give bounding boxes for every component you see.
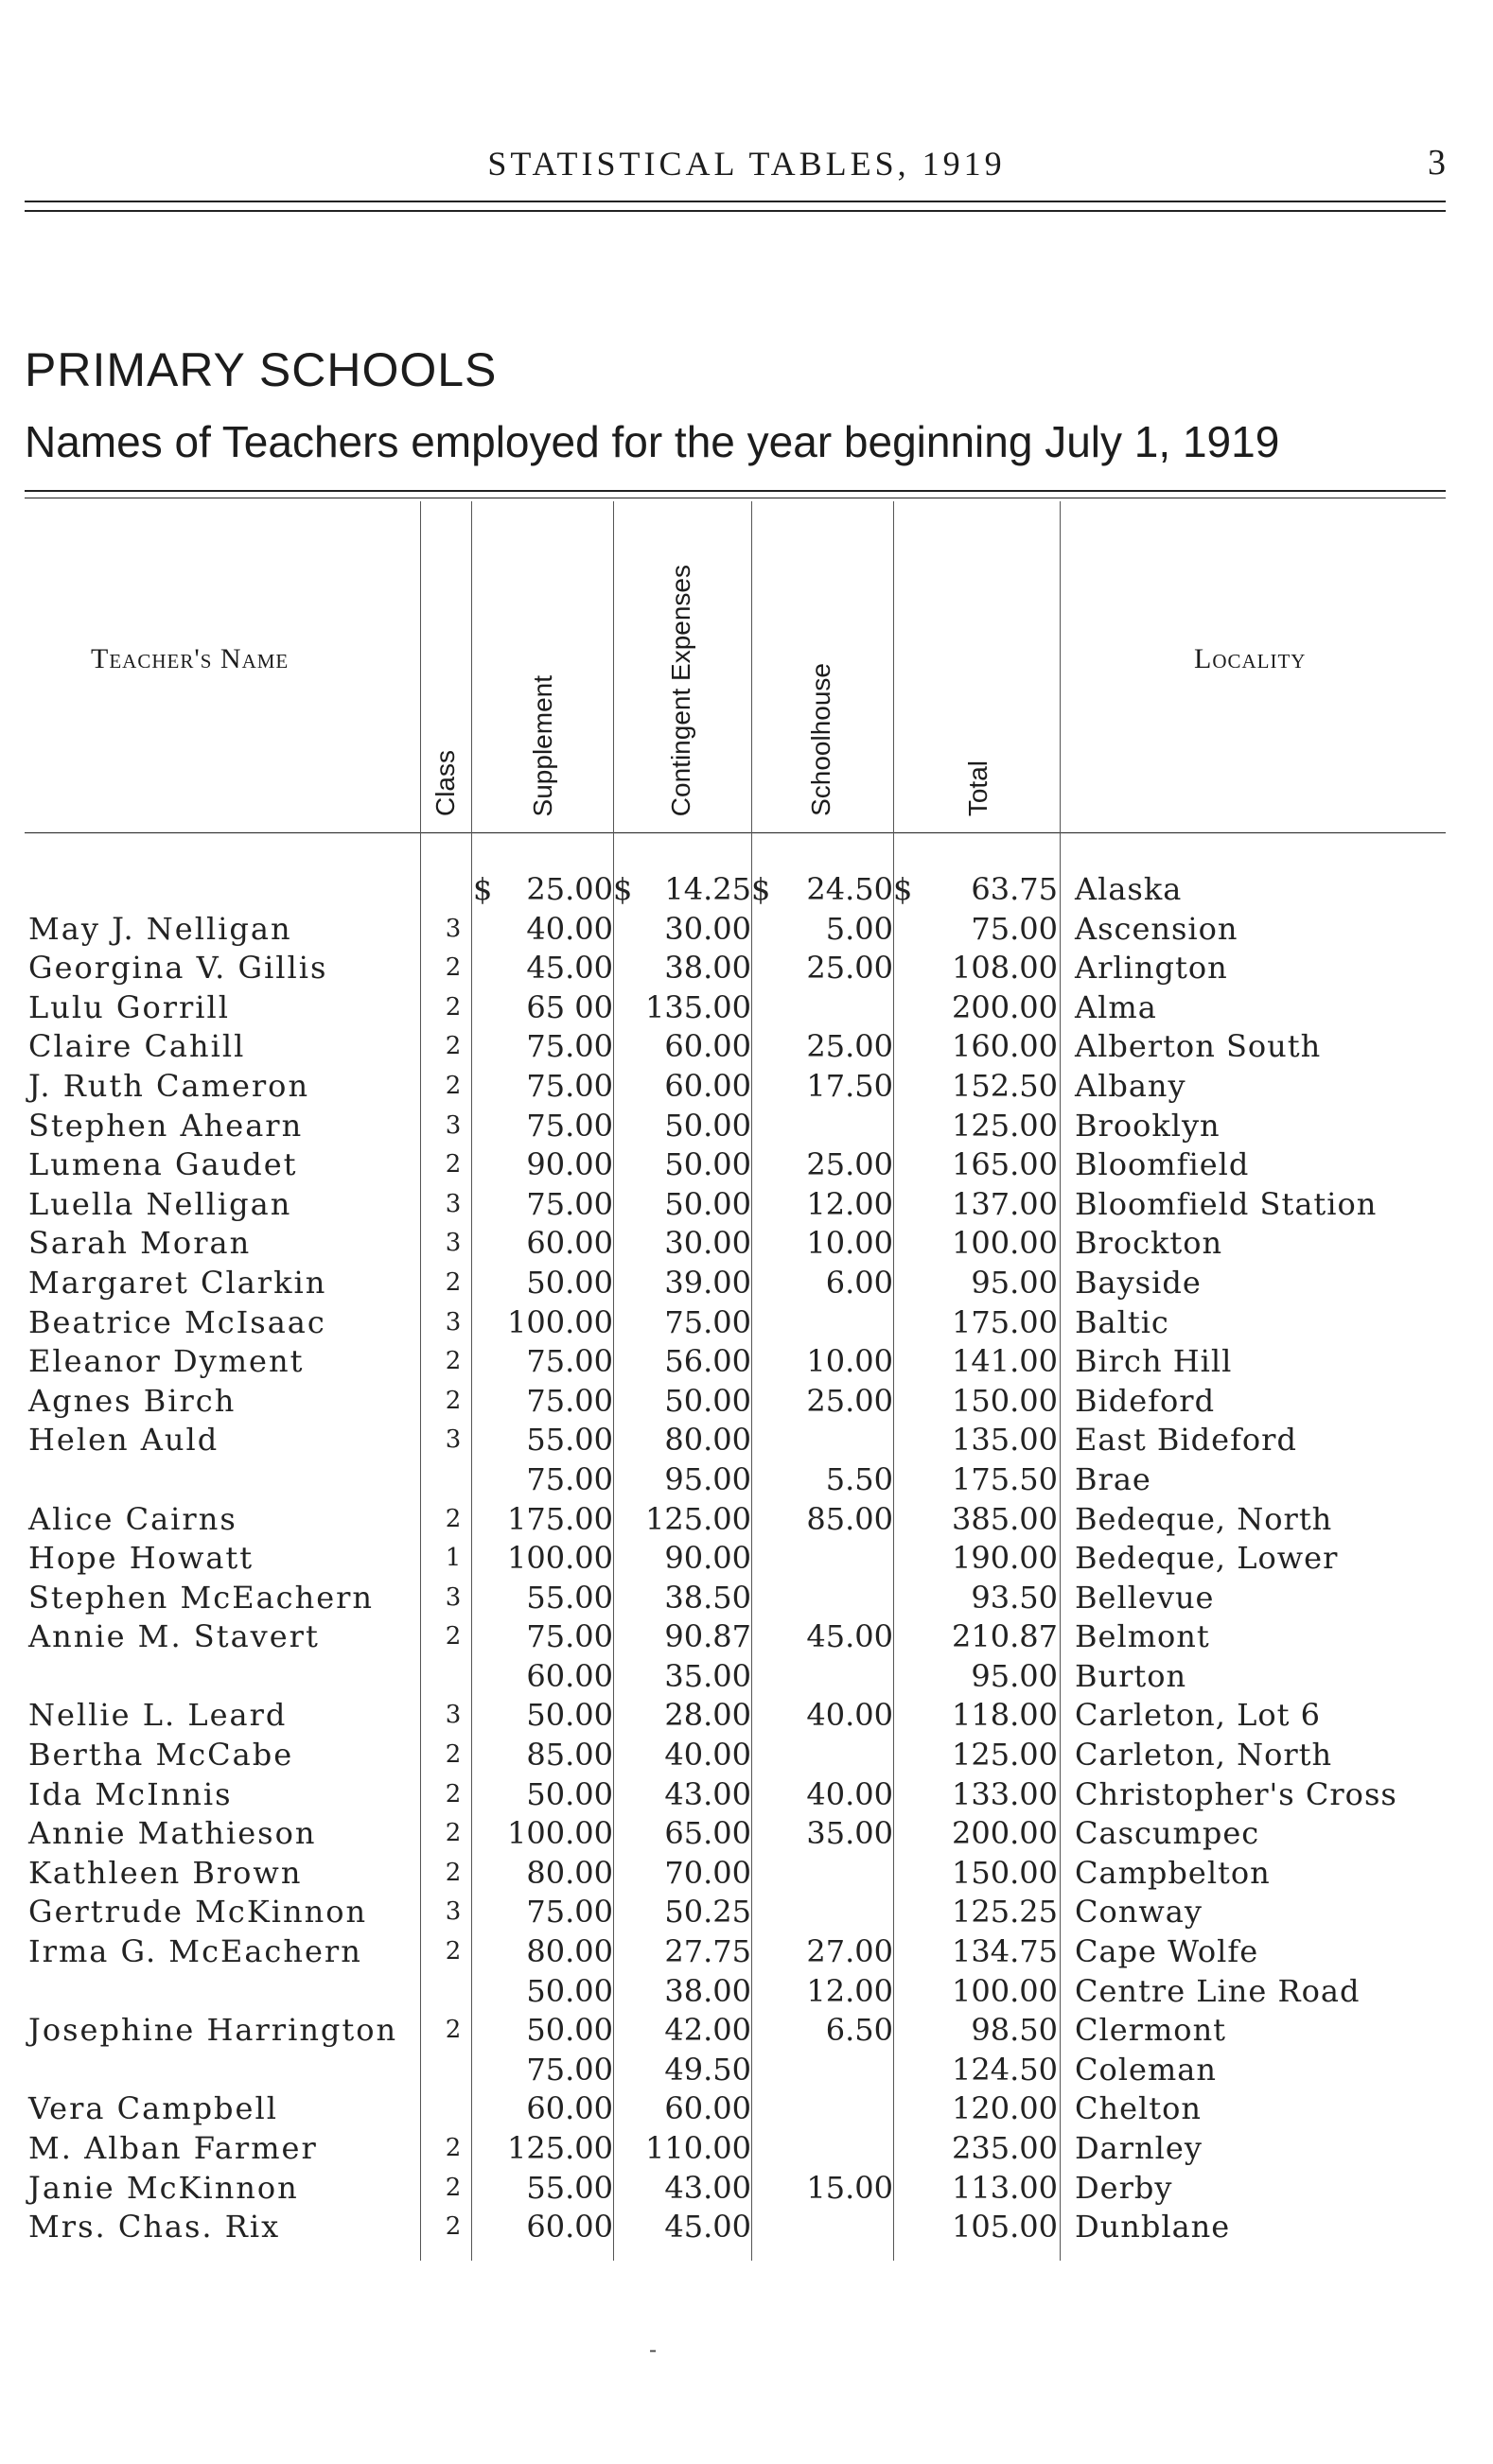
class-value: 2: [445, 1267, 462, 1297]
table-row: [0, 1224, 1493, 1264]
table-row: [0, 1617, 1493, 1657]
class-value: 2: [445, 1937, 462, 1966]
supplement-value: 75.00: [526, 1343, 613, 1380]
schoolhouse-value: 12.00: [806, 1972, 893, 2009]
table-row: [0, 1382, 1493, 1422]
locality-name: Arlington: [1075, 950, 1228, 987]
locality-name: Derby: [1075, 2169, 1173, 2206]
table-row: [0, 1775, 1493, 1815]
contingent-value: 125.00: [645, 1500, 751, 1537]
locality-name: Dunblane: [1075, 2209, 1231, 2246]
dollar-sign-schoolhouse: $: [751, 871, 771, 907]
class-value: 3: [445, 914, 462, 943]
total-value: 95.00: [971, 1264, 1058, 1301]
teacher-name: Bertha McCabe: [28, 1737, 294, 1774]
teacher-name: M. Alban Farmer: [28, 2130, 318, 2166]
table-row: [0, 1893, 1493, 1932]
teacher-name: Mrs. Chas. Rix: [28, 2209, 281, 2246]
section-title: PRIMARY SCHOOLS: [25, 343, 498, 396]
total-value: 137.00: [952, 1185, 1058, 1222]
contingent-value: 45.00: [664, 2209, 751, 2246]
total-value: 160.00: [952, 1028, 1058, 1065]
column-header-contingent: Contingent Expenses: [666, 564, 695, 816]
class-value: 2: [445, 1150, 462, 1180]
supplement-value: 75.00: [526, 1028, 613, 1065]
table-row: [0, 1460, 1493, 1500]
table-row: [0, 1107, 1493, 1146]
table-row: [0, 1500, 1493, 1540]
contingent-value: 95.00: [664, 1460, 751, 1497]
locality-name: East Bideford: [1075, 1422, 1297, 1459]
table-row: [0, 2208, 1493, 2247]
schoolhouse-value: 25.00: [806, 950, 893, 987]
class-value: 2: [445, 1504, 462, 1533]
teacher-name: Georgina V. Gillis: [28, 950, 328, 987]
contingent-value: 50.00: [664, 1146, 751, 1183]
table-row: [0, 2089, 1493, 2129]
locality-name: Conway: [1075, 1894, 1203, 1931]
total-value: 150.00: [952, 1854, 1058, 1891]
table-row: [0, 2051, 1493, 2090]
contingent-value: 65.00: [664, 1815, 751, 1852]
class-value: 3: [445, 1582, 462, 1612]
class-value: 3: [445, 1307, 462, 1337]
schoolhouse-value: 17.50: [806, 1067, 893, 1104]
schoolhouse-value: 10.00: [806, 1343, 893, 1380]
table-row: [0, 1264, 1493, 1303]
section-subtitle: Names of Teachers employed for the year beginning July 1, 1919: [25, 417, 1280, 466]
locality-name: Alberton South: [1075, 1028, 1322, 1065]
schoolhouse-value: 6.00: [825, 1264, 893, 1301]
class-value: 2: [445, 1347, 462, 1376]
class-value: 2: [445, 1622, 462, 1651]
page-number: 3: [1428, 143, 1446, 183]
contingent-value: 43.00: [664, 1775, 751, 1812]
teacher-name: Margaret Clarkin: [28, 1264, 327, 1301]
supplement-value: 60.00: [526, 1225, 613, 1262]
total-value: 118.00: [952, 1697, 1058, 1734]
contingent-value: 75.00: [664, 1303, 751, 1340]
table-row: [0, 2129, 1493, 2169]
table-row: [0, 910, 1493, 950]
table-row: [0, 1972, 1493, 2012]
table-row: [0, 1303, 1493, 1343]
supplement-value: 100.00: [507, 1815, 613, 1852]
header-rule-top: [25, 201, 1446, 202]
locality-name: Cape Wolfe: [1075, 1933, 1259, 1970]
schoolhouse-value: 5.50: [825, 1460, 893, 1497]
total-value: 98.50: [971, 2012, 1058, 2049]
total-value: 175.00: [952, 1303, 1058, 1340]
supplement-value: 60.00: [526, 2209, 613, 2246]
supplement-value: 60.00: [526, 2090, 613, 2127]
contingent-value: 49.50: [664, 2051, 751, 2088]
teacher-name: Stephen Ahearn: [28, 1107, 304, 1144]
teacher-name: Annie M. Stavert: [28, 1618, 320, 1655]
column-header-schoolhouse: Schoolhouse: [806, 663, 835, 816]
total-value: 385.00: [952, 1500, 1058, 1537]
locality-name: Centre Line Road: [1075, 1972, 1361, 2009]
contingent-value: 110.00: [645, 2130, 751, 2166]
table-row: [0, 1814, 1493, 1854]
table-row: [0, 1854, 1493, 1894]
header-rule-bottom: [25, 210, 1446, 212]
total-value: 135.00: [952, 1422, 1058, 1459]
teacher-name: Stephen McEachern: [28, 1579, 375, 1616]
class-value: 2: [445, 1858, 462, 1887]
supplement-value: 75.00: [526, 1185, 613, 1222]
locality-name: Ascension: [1075, 910, 1238, 947]
schoolhouse-value: 40.00: [806, 1697, 893, 1734]
teacher-name: Vera Campbell: [28, 2090, 278, 2127]
supplement-value: 175.00: [507, 1500, 613, 1537]
schoolhouse-value: 35.00: [806, 1815, 893, 1852]
total-value: 100.00: [952, 1972, 1058, 2009]
schoolhouse-value: 15.00: [806, 2169, 893, 2206]
contingent-value: 90.87: [664, 1618, 751, 1655]
table-top-rule: [25, 490, 1446, 492]
class-value: 2: [445, 1740, 462, 1770]
total-value: 141.00: [952, 1343, 1058, 1380]
supplement-value: 40.00: [526, 910, 613, 947]
teacher-name: Luella Nelligan: [28, 1185, 292, 1222]
dollar-sign-contingent: $: [613, 871, 633, 907]
teacher-name: Irma G. McEachern: [28, 1933, 362, 1970]
column-header-locality: Locality: [1194, 643, 1307, 674]
contingent-value: 30.00: [664, 1225, 751, 1262]
total-value: 210.87: [952, 1618, 1058, 1655]
contingent-value: 14.25: [664, 871, 751, 907]
teacher-name: Lumena Gaudet: [28, 1146, 298, 1183]
supplement-value: 55.00: [526, 1579, 613, 1616]
contingent-value: 27.75: [664, 1933, 751, 1970]
total-value: 63.75: [971, 871, 1058, 907]
locality-name: Brae: [1075, 1460, 1151, 1497]
supplement-value: 55.00: [526, 1422, 613, 1459]
total-value: 95.00: [971, 1657, 1058, 1694]
running-title: STATISTICAL TABLES, 1919: [487, 145, 1006, 183]
table-row: [0, 949, 1493, 988]
supplement-value: 100.00: [507, 1303, 613, 1340]
supplement-value: 75.00: [526, 1107, 613, 1144]
total-value: 108.00: [952, 950, 1058, 987]
supplement-value: 25.00: [526, 871, 613, 907]
class-value: 2: [445, 992, 462, 1022]
schoolhouse-value: 45.00: [806, 1618, 893, 1655]
total-value: 113.00: [952, 2169, 1058, 2206]
total-value: 125.00: [952, 1107, 1058, 1144]
schoolhouse-value: 40.00: [806, 1775, 893, 1812]
locality-name: Brooklyn: [1075, 1107, 1221, 1144]
column-header-name: Teacher's Name: [91, 643, 290, 674]
class-value: 2: [445, 1386, 462, 1415]
locality-name: Birch Hill: [1075, 1343, 1233, 1380]
total-value: 175.50: [952, 1460, 1058, 1497]
class-value: 2: [445, 1819, 462, 1848]
schoolhouse-value: 27.00: [806, 1933, 893, 1970]
supplement-value: 50.00: [526, 1972, 613, 2009]
supplement-value: 75.00: [526, 1460, 613, 1497]
table-row: [0, 1657, 1493, 1697]
contingent-value: 60.00: [664, 2090, 751, 2127]
table-row: [0, 1539, 1493, 1579]
supplement-value: 55.00: [526, 2169, 613, 2206]
locality-name: Bloomfield Station: [1075, 1185, 1378, 1222]
contingent-value: 42.00: [664, 2012, 751, 2049]
supplement-value: 50.00: [526, 1775, 613, 1812]
class-value: 2: [445, 2016, 462, 2045]
class-value: 3: [445, 1229, 462, 1258]
teacher-name: Annie Mathieson: [28, 1815, 317, 1852]
supplement-value: 50.00: [526, 1264, 613, 1301]
class-value: 2: [445, 1071, 462, 1100]
supplement-value: 60.00: [526, 1657, 613, 1694]
schoolhouse-value: 25.00: [806, 1146, 893, 1183]
contingent-value: 38.00: [664, 1972, 751, 2009]
supplement-value: 50.00: [526, 2012, 613, 2049]
teacher-name: Agnes Birch: [28, 1382, 237, 1419]
locality-name: Clermont: [1075, 2012, 1227, 2049]
schoolhouse-value: 24.50: [806, 871, 893, 907]
locality-name: Belmont: [1075, 1618, 1210, 1655]
locality-name: Bideford: [1075, 1382, 1216, 1419]
locality-name: Bellevue: [1075, 1579, 1215, 1616]
supplement-value: 80.00: [526, 1933, 613, 1970]
total-value: 100.00: [952, 1225, 1058, 1262]
schoolhouse-value: 6.50: [825, 2012, 893, 2049]
total-value: 134.75: [952, 1933, 1058, 1970]
teacher-name: Nellie L. Leard: [28, 1697, 288, 1734]
supplement-value: 65 00: [526, 988, 613, 1025]
teacher-name: Ida McInnis: [28, 1775, 233, 1812]
locality-name: Cascumpec: [1075, 1815, 1260, 1852]
locality-name: Bayside: [1075, 1264, 1202, 1301]
teacher-name: Hope Howatt: [28, 1540, 255, 1577]
total-value: 105.00: [952, 2209, 1058, 2246]
contingent-value: 90.00: [664, 1540, 751, 1577]
table-row: [0, 1696, 1493, 1736]
locality-name: Darnley: [1075, 2130, 1203, 2166]
total-value: 93.50: [971, 1579, 1058, 1616]
locality-name: Bloomfield: [1075, 1146, 1250, 1183]
total-value: 200.00: [952, 1815, 1058, 1852]
locality-name: Burton: [1075, 1657, 1187, 1694]
teacher-name: Beatrice McIsaac: [28, 1303, 326, 1340]
locality-name: Bedeque, Lower: [1075, 1540, 1339, 1577]
dollar-sign-total: $: [893, 871, 913, 907]
column-header-supplement: Supplement: [528, 674, 557, 816]
table-row: [0, 2169, 1493, 2209]
schoolhouse-value: 25.00: [806, 1382, 893, 1419]
table-row: [0, 1736, 1493, 1775]
total-value: 190.00: [952, 1540, 1058, 1577]
locality-name: Carleton, North: [1075, 1737, 1333, 1774]
table-row: [0, 2011, 1493, 2051]
class-value: 2: [445, 2173, 462, 2202]
supplement-value: 50.00: [526, 1697, 613, 1734]
teacher-name: Alice Cairns: [28, 1500, 237, 1537]
contingent-value: 56.00: [664, 1343, 751, 1380]
schoolhouse-value: 25.00: [806, 1028, 893, 1065]
supplement-value: 90.00: [526, 1146, 613, 1183]
contingent-value: 50.00: [664, 1107, 751, 1144]
class-value: 2: [445, 2134, 462, 2162]
total-value: 152.50: [952, 1067, 1058, 1104]
class-value: 3: [445, 1897, 462, 1927]
contingent-value: 50.25: [664, 1894, 751, 1931]
total-value: 165.00: [952, 1146, 1058, 1183]
total-value: 133.00: [952, 1775, 1058, 1812]
table-row: [0, 1027, 1493, 1067]
class-value: 1: [445, 1544, 462, 1573]
class-value: 2: [445, 1779, 462, 1809]
teacher-name: May J. Nelligan: [28, 910, 292, 947]
table-row: [0, 1185, 1493, 1225]
supplement-value: 75.00: [526, 2051, 613, 2088]
teacher-name: J. Ruth Cameron: [28, 1067, 310, 1104]
contingent-value: 30.00: [664, 910, 751, 947]
contingent-value: 43.00: [664, 2169, 751, 2206]
contingent-value: 39.00: [664, 1264, 751, 1301]
teacher-name: Gertrude McKinnon: [28, 1894, 368, 1931]
locality-name: Baltic: [1075, 1303, 1169, 1340]
locality-name: Alaska: [1075, 871, 1183, 907]
teacher-name: Eleanor Dyment: [28, 1343, 305, 1380]
class-value: 3: [445, 1110, 462, 1140]
total-value: 125.00: [952, 1737, 1058, 1774]
contingent-value: 80.00: [664, 1422, 751, 1459]
supplement-value: 85.00: [526, 1737, 613, 1774]
table-header-rule: [25, 832, 1446, 833]
contingent-value: 50.00: [664, 1382, 751, 1419]
locality-name: Alma: [1075, 988, 1157, 1025]
total-value: 235.00: [952, 2130, 1058, 2166]
table-row: [0, 1067, 1493, 1107]
schoolhouse-value: 12.00: [806, 1185, 893, 1222]
contingent-value: 38.00: [664, 950, 751, 987]
locality-name: Brockton: [1075, 1225, 1223, 1262]
class-value: 3: [445, 1701, 462, 1730]
dollar-sign-supplement: $: [473, 871, 493, 907]
schoolhouse-value: 85.00: [806, 1500, 893, 1537]
locality-name: Chelton: [1075, 2090, 1202, 2127]
teacher-name: Josephine Harrington: [28, 2012, 398, 2049]
contingent-value: 28.00: [664, 1697, 751, 1734]
total-value: 124.50: [952, 2051, 1058, 2088]
locality-name: Christopher's Cross: [1075, 1775, 1397, 1812]
teacher-name: Kathleen Brown: [28, 1854, 303, 1891]
supplement-value: 75.00: [526, 1382, 613, 1419]
total-value: 120.00: [952, 2090, 1058, 2127]
supplement-value: 100.00: [507, 1540, 613, 1577]
total-value: 125.25: [952, 1894, 1058, 1931]
contingent-value: 60.00: [664, 1067, 751, 1104]
locality-name: Bedeque, North: [1075, 1500, 1333, 1537]
table-row: [0, 1579, 1493, 1618]
contingent-value: 70.00: [664, 1854, 751, 1891]
class-value: 2: [445, 2212, 462, 2242]
contingent-value: 50.00: [664, 1185, 751, 1222]
teacher-table-body: [0, 870, 1493, 2247]
class-value: 3: [445, 1425, 462, 1455]
teacher-name: Sarah Moran: [28, 1225, 252, 1262]
locality-name: Coleman: [1075, 2051, 1217, 2088]
supplement-value: 75.00: [526, 1067, 613, 1104]
supplement-value: 75.00: [526, 1894, 613, 1931]
class-value: 2: [445, 953, 462, 983]
supplement-value: 75.00: [526, 1618, 613, 1655]
column-header-total: Total: [963, 760, 992, 816]
supplement-value: 80.00: [526, 1854, 613, 1891]
teacher-name: Claire Cahill: [28, 1028, 246, 1065]
class-value: 2: [445, 1032, 462, 1061]
table-row: [0, 870, 1493, 910]
total-value: 200.00: [952, 988, 1058, 1025]
locality-name: Campbelton: [1075, 1854, 1271, 1891]
table-row: [0, 1932, 1493, 1972]
total-value: 75.00: [971, 910, 1058, 947]
total-value: 150.00: [952, 1382, 1058, 1419]
teacher-name: Helen Auld: [28, 1422, 220, 1459]
supplement-value: 45.00: [526, 950, 613, 987]
teacher-name: Lulu Gorrill: [28, 988, 230, 1025]
table-row: [0, 1145, 1493, 1185]
locality-name: Carleton, Lot 6: [1075, 1697, 1322, 1734]
column-header-class: Class: [430, 749, 460, 816]
table-row: [0, 1342, 1493, 1382]
contingent-value: 35.00: [664, 1657, 751, 1694]
teacher-name: Janie McKinnon: [28, 2169, 299, 2206]
schoolhouse-value: 5.00: [825, 910, 893, 947]
table-row: [0, 988, 1493, 1028]
contingent-value: 60.00: [664, 1028, 751, 1065]
table-row: [0, 1421, 1493, 1460]
contingent-value: 38.50: [664, 1579, 751, 1616]
class-value: 3: [445, 1189, 462, 1218]
supplement-value: 125.00: [507, 2130, 613, 2166]
schoolhouse-value: 10.00: [806, 1225, 893, 1262]
contingent-value: 40.00: [664, 1737, 751, 1774]
page-mark: -: [649, 2336, 658, 2363]
contingent-value: 135.00: [645, 988, 751, 1025]
locality-name: Albany: [1075, 1067, 1186, 1104]
